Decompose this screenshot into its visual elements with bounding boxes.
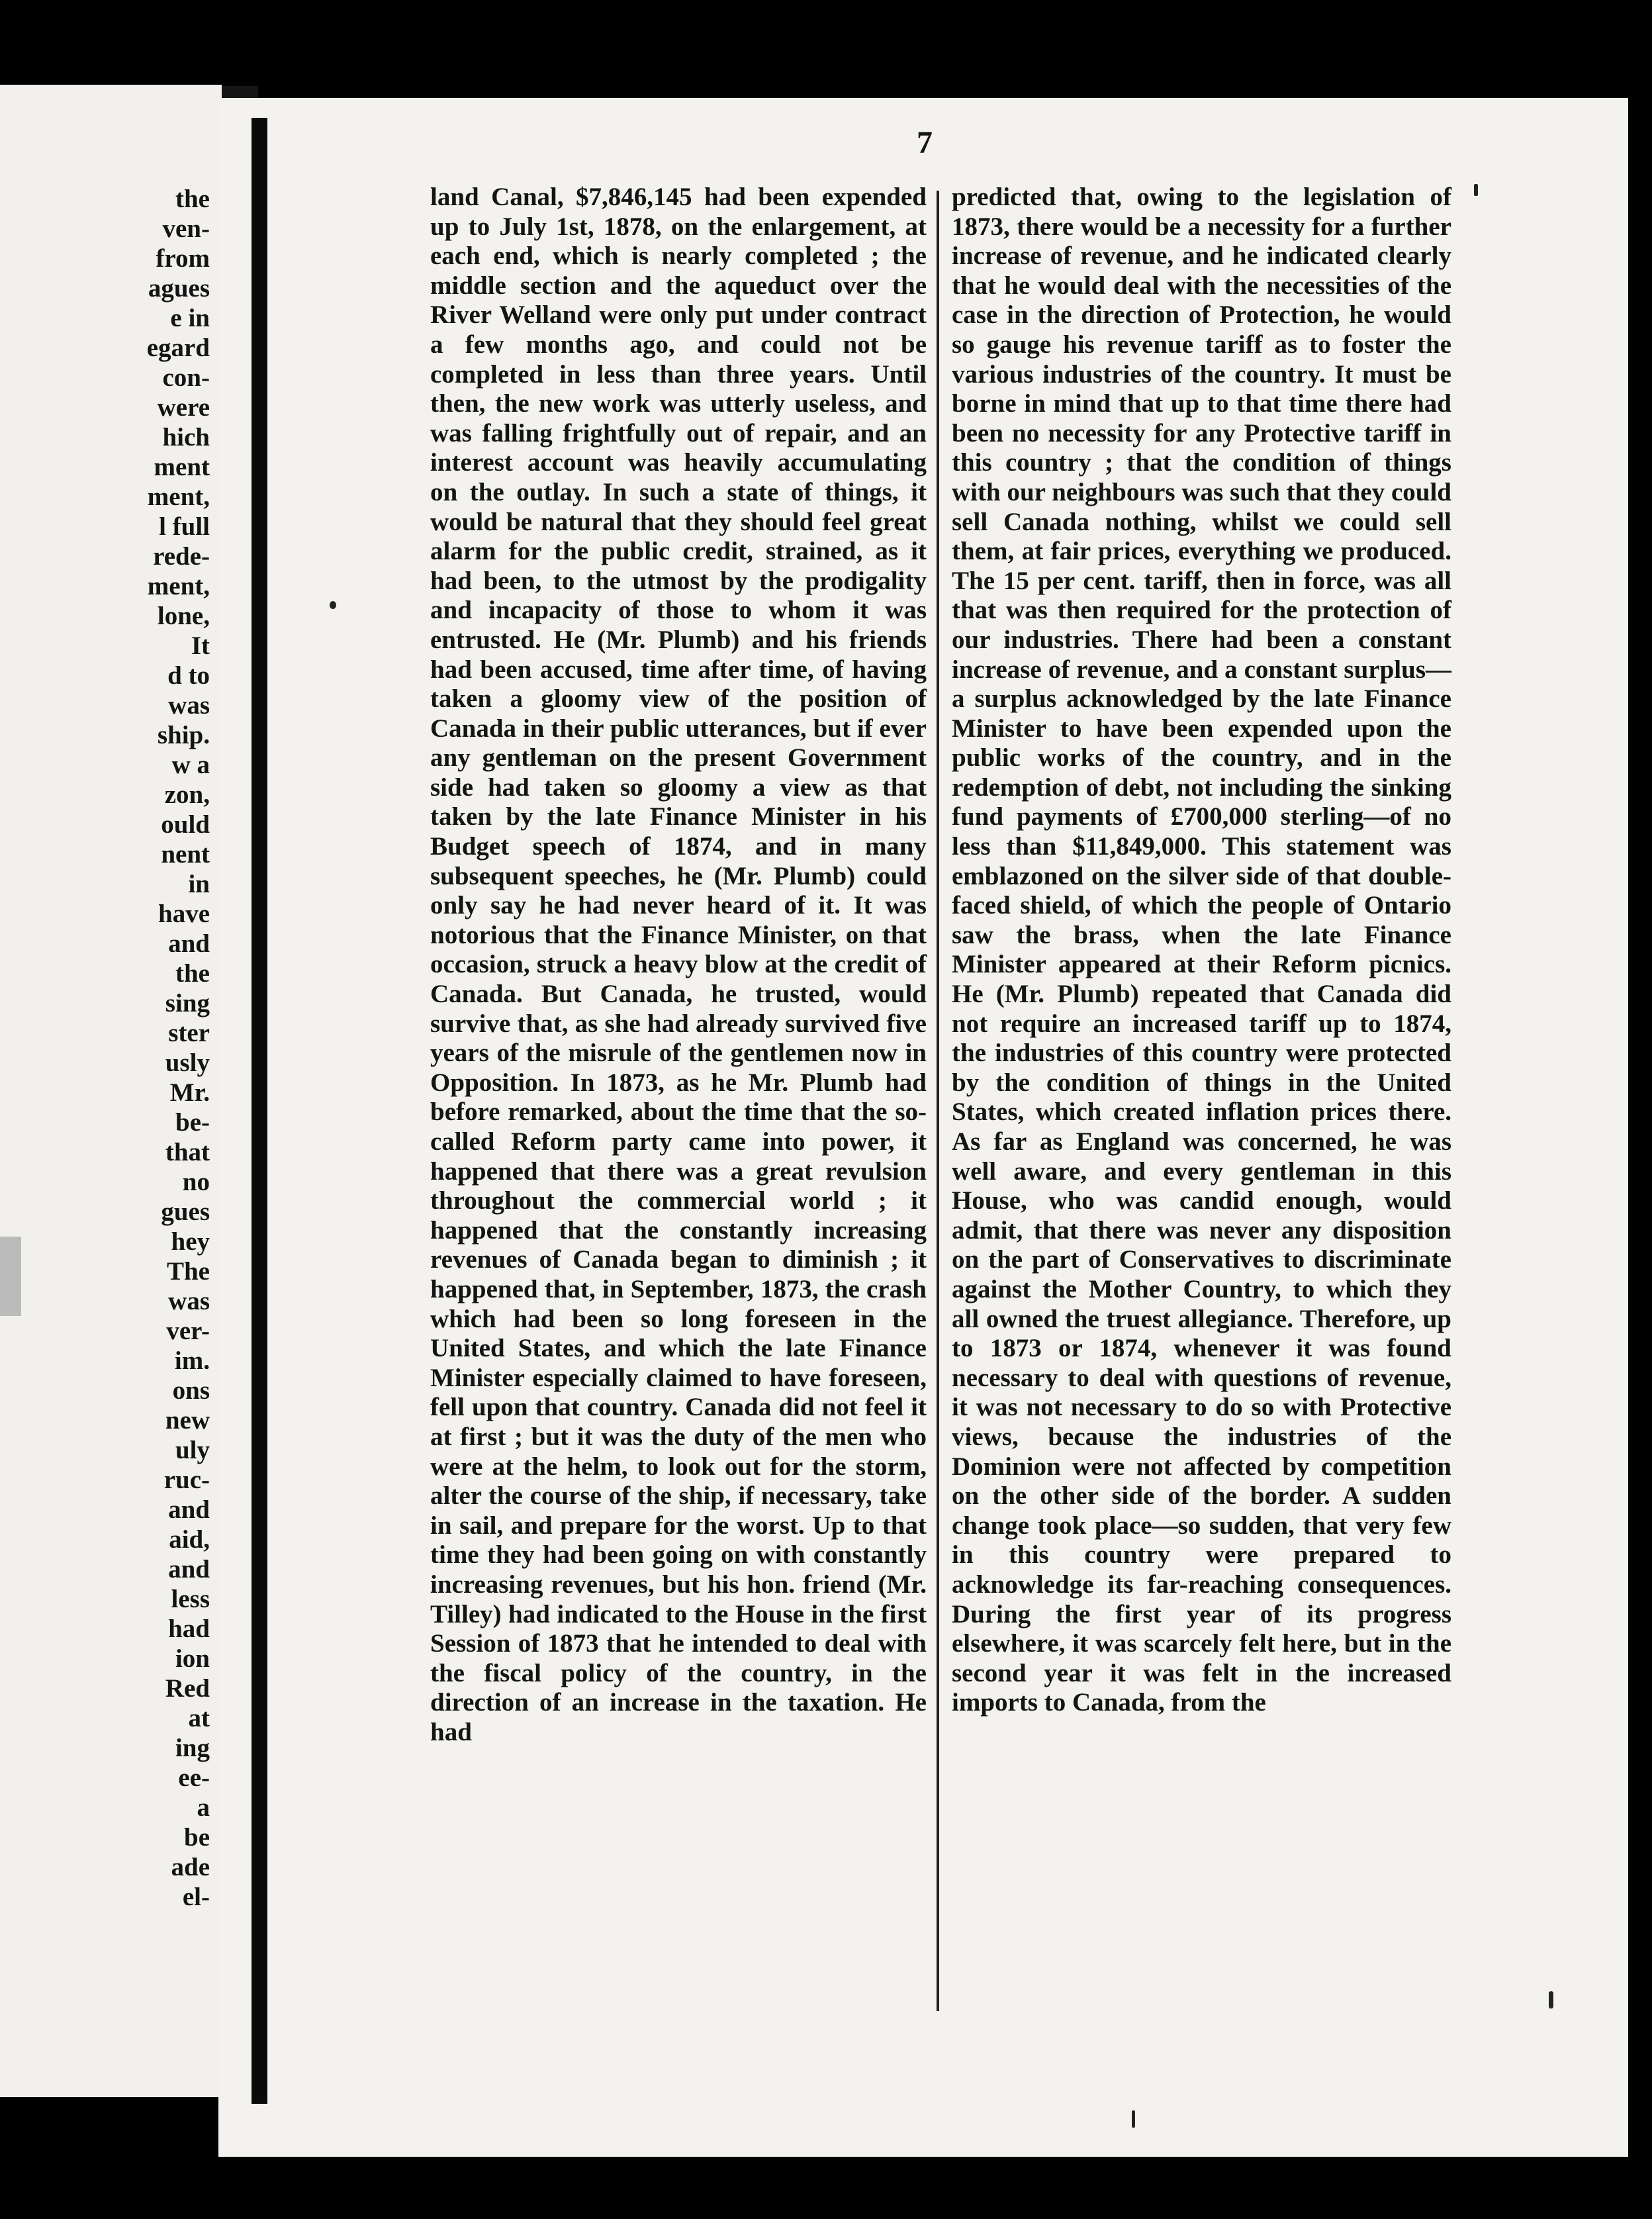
left-page-line: nent: [161, 840, 210, 869]
left-page-line: im.: [174, 1346, 210, 1375]
left-page-line: agues: [148, 274, 210, 303]
left-page-line: be-: [175, 1108, 210, 1137]
ink-speck: [1549, 1991, 1553, 2008]
left-page-line: ship.: [157, 721, 210, 749]
left-page-line: had: [168, 1615, 210, 1643]
left-page-line: ster: [168, 1019, 210, 1047]
left-page-line: ment,: [147, 483, 210, 511]
left-page-line: gues: [161, 1198, 210, 1226]
left-page-line: ing: [175, 1734, 210, 1762]
left-page-line: new: [165, 1406, 210, 1435]
left-page-line: from: [156, 244, 210, 273]
left-facing-page: [0, 85, 222, 2097]
left-page-line: was: [168, 1287, 210, 1315]
ink-speck: [1474, 184, 1478, 196]
left-page-line: the: [175, 185, 210, 213]
left-page-line: a: [197, 1793, 210, 1822]
left-page-line: ment: [154, 453, 210, 481]
left-page-line: was: [168, 691, 210, 720]
left-page-line: Red: [165, 1674, 210, 1703]
left-page-line: the: [175, 959, 210, 988]
left-page-line: w a: [171, 751, 210, 779]
main-page: [218, 98, 1628, 2157]
left-page-line: zon,: [164, 780, 210, 809]
left-page-line: ver-: [166, 1317, 210, 1345]
left-page-line: It: [191, 632, 210, 660]
left-page-line: d to: [167, 661, 210, 690]
left-page-line: were: [157, 393, 210, 422]
left-page-line: ons: [172, 1376, 210, 1405]
left-page-line: con-: [162, 363, 210, 392]
left-page-line: hich: [162, 423, 210, 451]
left-page-line: usly: [165, 1049, 210, 1077]
left-page-line: at: [188, 1704, 210, 1732]
left-page-line: lone,: [157, 602, 210, 630]
left-page-line: l full: [159, 512, 210, 541]
left-page-line: aid,: [169, 1525, 210, 1554]
column-divider: [937, 191, 939, 2011]
ink-speck: [1132, 2110, 1135, 2128]
page-number: 7: [917, 125, 933, 160]
left-page-line: rede-: [153, 542, 210, 571]
text-column-left: land Canal, $7,846,145 had been expended up to July 1st, 1878, on the enlargement, at each end, which is nearly completed ; the middle section and the aqueduct over the River Welland were only put under contract a few months ago, and could not be completed in less than three years. Until then, the new work was utterly useless, and was falling frightfully out of repair, and an interest account was heavily accumulating on the outlay. In such a state of things, it would be natural that they should feel great alarm for the public credit, strained, as it had been, to the utmost by the prodigality and incapacity of those to whom it was entrusted. He (Mr. Plumb) and his friends had been accused, time after time, of having taken a gloomy view of the position of Canada in their public utterances, but if ever any gentleman on the present Government side had taken so gloomy a view as that taken by the late Finance Minister in his Budget speech of 1874, and in many subsequent speeches, he (Mr. Plumb) could only say he had never heard of it. It was notorious that the Finance Minister, on that occasion, struck a heavy blow at the credit of Canada. But Canada, he trusted, would survive that, as she had already survived five years of the misrule of the gentlemen now in Opposition. In 1873, as he Mr. Plumb had before remarked, about the time that the so-called Reform party came into power, it happened that there was a great revulsion throughout the commercial world ; it happened that the constantly increasing revenues of Canada began to diminish ; it happened that, in September, 1873, the crash which had been so long foreseen in the United States, and which the late Finance Minister especially claimed to have foreseen, fell upon that country. Canada did not feel it at first ; but it was the duty of the men who were at the helm, to look out for the storm, alter the course of the ship, if necessary, take in sail, and prepare for the worst. Up to that time they had been going on with constantly increasing revenues, but his hon. friend (Mr. Tilley) had indicated to the House in the first Session of 1873 that he intended to deal with the fiscal policy of the country, in the direction of an increase in the taxation. He had: [430, 183, 927, 1746]
left-page-line: el-: [182, 1883, 210, 1911]
left-page-line: that: [165, 1138, 210, 1166]
left-page-line: The: [166, 1257, 210, 1286]
left-page-line: e in: [170, 304, 210, 332]
left-page-text-fragment: [0, 184, 210, 1912]
left-page-edge-shadow: [0, 1237, 21, 1316]
left-page-line: and: [168, 929, 210, 958]
left-page-line: ee-: [178, 1764, 210, 1792]
left-page-line: ade: [171, 1853, 210, 1881]
left-page-line: ven-: [162, 214, 210, 243]
ink-speck: [330, 601, 336, 609]
left-page-line: ould: [161, 810, 210, 839]
left-page-line: uly: [175, 1436, 210, 1464]
left-page-line: hey: [171, 1227, 210, 1256]
left-page-line: ment,: [147, 572, 210, 600]
left-page-line: have: [158, 900, 210, 928]
left-page-line: less: [171, 1585, 210, 1613]
left-page-line: be: [184, 1823, 210, 1852]
left-page-line: egard: [146, 334, 210, 362]
left-page-line: and: [168, 1495, 210, 1524]
left-page-line: sing: [165, 989, 210, 1017]
left-page-line: ion: [175, 1644, 210, 1673]
text-column-right: predicted that, owing to the legislation of 1873, there would be a necessity for a further increase of revenue, and he indicated clearly that he would deal with the necessities of the case in the direction of Protection, he would so gauge his revenue tariff as to foster the various industries of the country. It must be borne in mind that up to that time there had been no necessity for any Protective tariff in this country ; that the condition of things with our neighbours was such that they could sell Canada nothing, whilst we could sell them, at fair prices, everything we produced. The 15 per cent. tariff, then in force, was all that was then required for the protection of our industries. There had been a constant increase of revenue, and a constant surplus—a surplus acknowledged by the late Finance Minister to have been expended upon the public works of the country, and in the redemption of debt, not including the sinking fund payments of £700,000 sterling—of no less than $11,849,000. This statement was emblazoned on the silver side of that double-faced shield, of which the people of Ontario saw the brass, when the late Finance Minister appeared at their Reform picnics. He (Mr. Plumb) repeated that Canada did not require an increased tariff up to 1874, the industries of this country were protected by the condition of things in the United States, which created inflation prices there. As far as England was concerned, he was well aware, and every gentleman in this House, who was candid enough, would admit, that there was never any disposition on the part of Conservatives to discriminate against the Mother Country, to which they all owned the truest allegiance. Therefore, up to 1873 or 1874, whenever it was found necessary to deal with questions of revenue, it was not necessary to do so with Protective views, because the industries of the Dominion were not affected by competition on the other side of the border. A sudden change took place—so sudden, that very few in this country were prepared to acknowledge its far-reaching consequences. During the first year of its progress elsewhere, it was scarcely felt here, but in the second year it was felt in the increased imports to Canada, from the: [952, 183, 1451, 1717]
page-spine-shadow: [252, 118, 267, 2104]
left-page-line: and: [168, 1555, 210, 1583]
left-page-line: Mr.: [169, 1078, 210, 1107]
left-page-line: no: [182, 1168, 210, 1196]
left-page-line: ruc-: [163, 1466, 210, 1494]
left-page-line: in: [188, 870, 210, 898]
